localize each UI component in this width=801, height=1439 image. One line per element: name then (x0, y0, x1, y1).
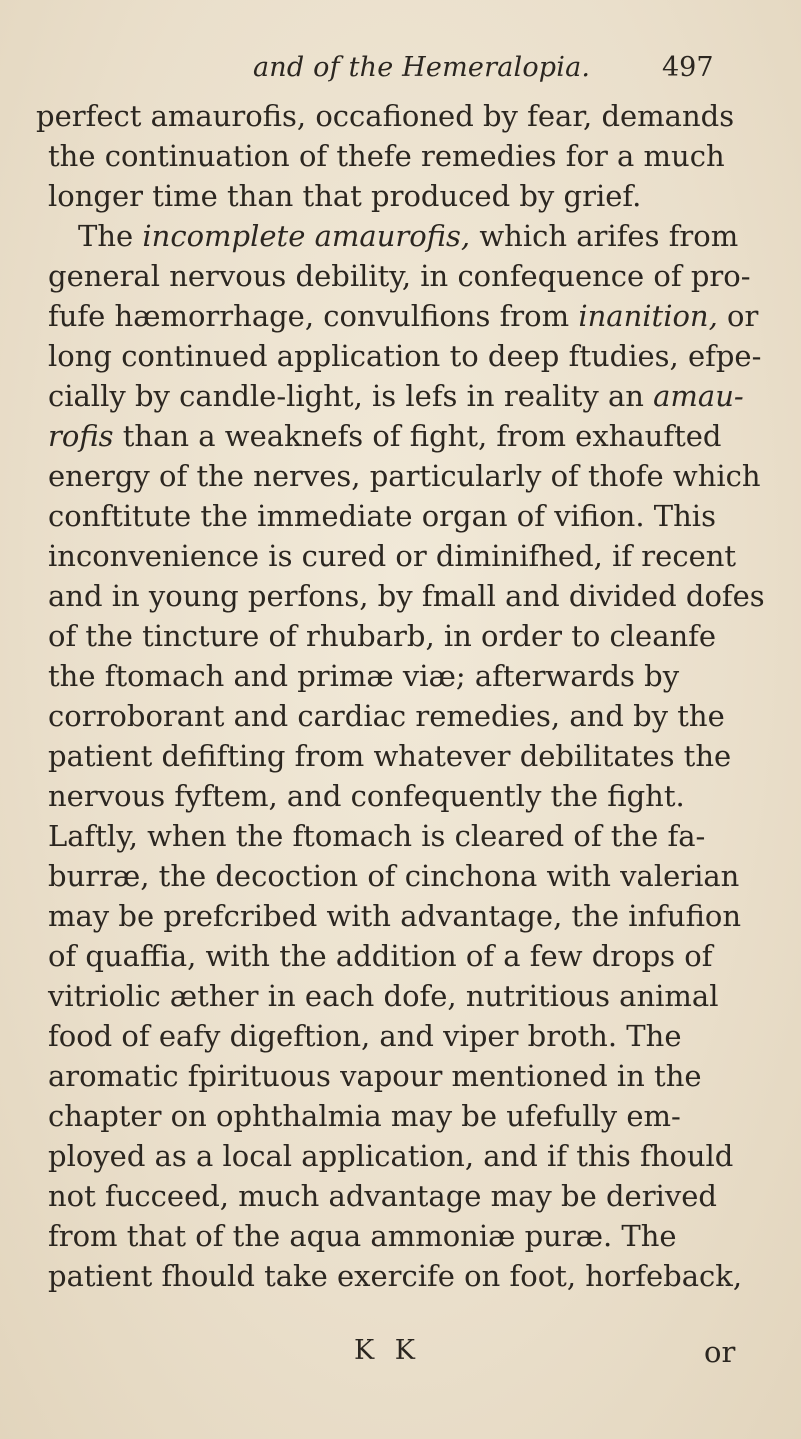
text-line: energy of the nerves, particularly of thofe which (48, 459, 761, 493)
text-line: fufe hæmorrhage, convulfions from inanition, or (48, 299, 759, 333)
text-line: chapter on ophthalmia may be ufefully em- (48, 1099, 681, 1133)
text-line: burræ, the decoction of cinchona with valerian (48, 859, 740, 893)
text-line: from that of the aqua ammoniæ puræ. The (48, 1219, 677, 1253)
text-line: not fucceed, much advantage may be derived (48, 1179, 717, 1213)
text-line: the continuation of thefe remedies for a much (48, 139, 725, 173)
text-line: Laftly, when the ftomach is cleared of the fa- (48, 819, 706, 853)
text-line: patient defifting from whatever debilitates the (48, 739, 732, 773)
text-line: may be prefcribed with advantage, the infufion (48, 899, 742, 933)
text-line: the ftomach and primæ viæ; afterwards by (48, 659, 680, 693)
text-line: and in young perfons, by fmall and divided dofes (48, 579, 765, 613)
text-line: aromatic fpirituous vapour mentioned in the (48, 1059, 702, 1093)
text-line: The incomplete amaurofis, which arifes from (78, 219, 739, 253)
text-line: of the tincture of rhubarb, in order to cleanfe (48, 619, 717, 653)
text-line: long continued application to deep ftudies, efpe- (48, 339, 762, 373)
text-line: ployed as a local application, and if this fhould (48, 1139, 734, 1173)
text-line: inconvenience is cured or diminifhed, if recent (48, 539, 737, 573)
page-number: 497 (662, 52, 714, 83)
text-line: cially by candle-light, is lefs in reality an amau- (48, 379, 744, 413)
text-line: general nervous debility, in confequence of pro- (48, 259, 751, 293)
text-line: perfect amaurofis, occafioned by fear, demands (36, 99, 735, 133)
text-line: corroborant and cardiac remedies, and by the (48, 699, 725, 733)
signature-mark: K K (354, 1335, 421, 1366)
text-line: patient fhould take exercife on foot, horfeback, (48, 1259, 743, 1293)
page-footer (0, 1335, 801, 1375)
text-line: vitriolic æther in each dofe, nutritious animal (48, 979, 719, 1013)
text-line: food of eafy digeftion, and viper broth. The (48, 1019, 682, 1053)
catchword: or (704, 1335, 736, 1369)
text-line: of quaffia, with the addition of a few drops of (48, 939, 713, 973)
page-header (0, 52, 801, 88)
text-line: longer time than that produced by grief. (48, 179, 642, 213)
text-line: conftitute the immediate organ of vifion. This (48, 499, 716, 533)
text-line: nervous fyftem, and confequently the fight. (48, 779, 685, 813)
running-head: and of the Hemeralopia. (253, 52, 591, 83)
text-line: rofis than a weaknefs of fight, from exhaufted (48, 419, 722, 453)
